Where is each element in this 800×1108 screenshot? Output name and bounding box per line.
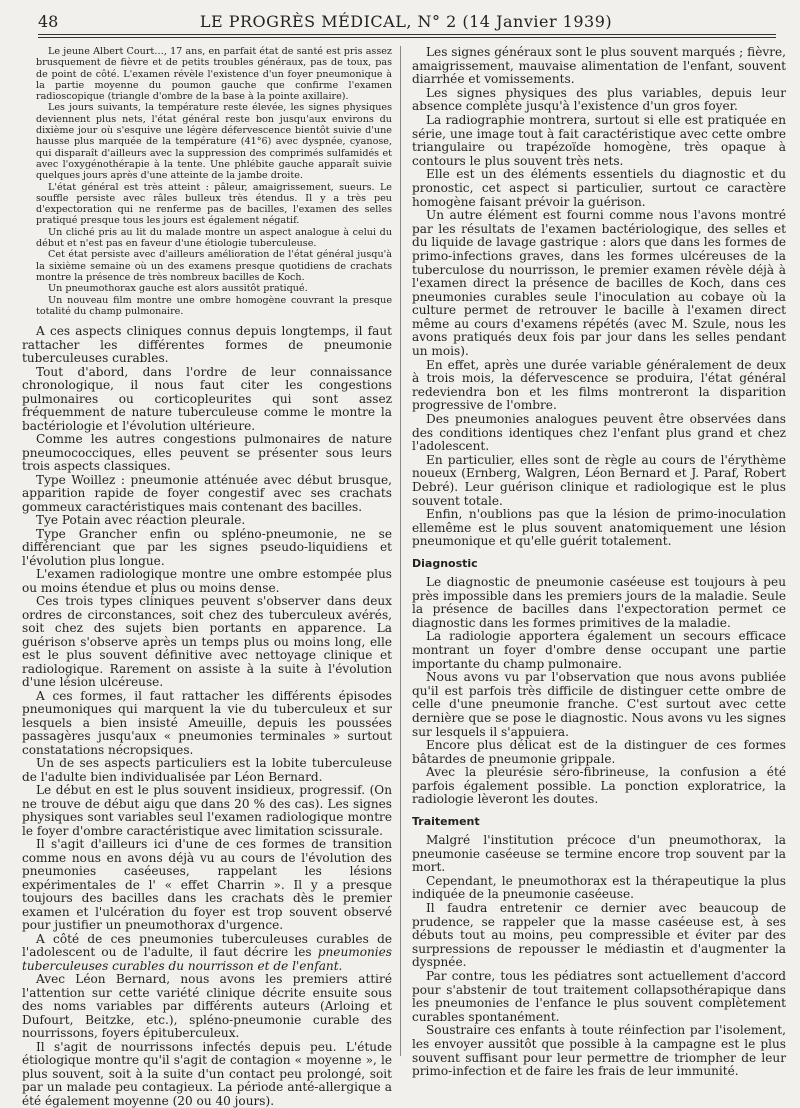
body-paragraph: En particulier, elles sont de règle au cours de l'érythème noueux (Ernberg, Walgren, Léon Bernard et J. Paraf, Robert Debré). Leur guérison clinique et radiologique est le plus souvent totale. [412,452,786,508]
section-heading-traitement: Traitement [412,815,480,829]
body-paragraph: Cependant, le pneumothorax est la thérapeutique la plus indiquée de la pneumonie caséeuse. [412,873,786,902]
body-paragraph: Elle est un des éléments essentiels du diagnostic et du pronostic, cet aspect si particulier, surtout ce caractère homogène faisant prévoir la guérison. [412,167,786,209]
body-paragraph: Soustraire ces enfants à toute réinfection par l'isolement, les envoyer aussitôt que possible à la campagne est le plus souvent suffisant pour leur permettre de triompher de leur primo-infection et de faire les frais de leur immunité. [412,1023,786,1079]
body-paragraph: Le début en est le plus souvent insidieux, progressif. (On ne trouve de début aigu que dans 20 % des cas). Les signes physiques sont variables seul l'examen radiologique montre le foyer d'ombre caractéristique avec limitation scissurale. [22,783,392,838]
body-paragraph: Un de ses aspects particuliers est la lobite tuberculeuse de l'adulte bien individualisée par Léon Bernard. [22,756,392,784]
body-paragraph: Les signes généraux sont le plus souvent marqués ; fièvre, amaigrissement, mauvaise alimentation de l'enfant, souvent diarrhée et vomissements. [412,45,786,87]
page-header [38,12,774,36]
body-text: A côté de ces pneumonies tuberculeuses curables de l'adolescent ou de l'adulte, il faut décrire les [22,931,392,960]
body-paragraph: Avec Léon Bernard, nous avons les premiers attiré l'attention sur cette variété clinique décrite ensuite sous des noms variables par différents auteurs (Arloing et Dufourt, Beitzke, etc.), spléno-pneumonie curable des nourrissons, foyers épituberculeux. [22,972,392,1041]
case-paragraph: Un nouveau film montre une ombre homogène couvrant la presque totalité du champ pulmonaire. [36,294,392,317]
right-body [412,46,786,1079]
body-paragraph: Par contre, tous les pédiatres sont actuellement d'accord pour s'abstenir de tout traitement collapsothérapique dans les pneumonies de l'enfance le plus souvent complètement curables spontanément. [412,969,786,1024]
body-paragraph: Type Grancher enfin ou spléno-pneumonie, ne se différenciant que par les signes pseudo-liquidiens et l'évolution plus longue. [22,526,392,568]
right-column [412,46,786,1096]
case-paragraph: Les jours suivants, la température reste élevée, les signes physiques deviennent plus nets, l'état général reste bon jusqu'aux environs du dixième jour où s'esquive une légère défervescence bientôt suivie d'une hausse plus marquée de la température (41°6) avec dyspnée, cyanose, qui disparaît d'ailleurs avec la suppression des comprimés sulfamidés et avec l'oxygénothérapie à la tente. Une phlébite gauche apparaît suivie quelques jours après d'une atteinte de la jambe droite. [36,102,392,182]
body-paragraph: La radiographie montrera, surtout si elle est pratiquée en série, une image tout à fait caractéristique avec cette ombre triangulaire ou trapézoïde homogène, très opaque à contours le plus souvent très nets. [412,112,786,168]
page-number: 48 [38,12,59,31]
body-paragraph: Encore plus délicat est de la distinguer de ces formes bâtardes de pneumonie grippale. [412,738,786,766]
body-paragraph: Tye Potain avec réaction pleurale. [36,513,246,528]
case-paragraph: Cet état persiste avec d'ailleurs amélioration de l'état général jusqu'à la sixième semaine où un des examens presque quotidiens de crachats montre la présence de très nombreux bacilles de Koch. [36,249,392,283]
header-rule [38,34,776,38]
body-paragraph: Les signes physiques des plus variables, depuis leur absence complète jusqu'à l'existence d'un gros foyer. [412,85,786,114]
body-paragraph: A ces aspects cliniques connus depuis longtemps, il faut rattacher les différentes formes de pneumonie tuberculeuses curables. [22,324,392,366]
body-paragraph: La radiologie apportera également un secours efficace montrant un foyer d'ombre dense occupant une partie importante du champ pulmonaire. [412,629,786,671]
running-title: LE PROGRÈS MÉDICAL, N° 2 (14 Janvier 1939) [199,12,613,31]
body-paragraph: Avec la pleurésie séro-fibrineuse, la confusion a été parfois également possible. La ponction exploratrice, la radiologie lèveront les doutes. [412,765,786,807]
body-paragraph: Il faudra entretenir ce dernier avec beaucoup de prudence, se rappeler que la masse caséeuse est, à ses débuts tout au moins, peu compressible et éviter par des surpressions de repousser le médiastin et d'augmenter la dyspnée. [412,901,786,970]
body-paragraph: Ces trois types cliniques peuvent s'observer dans deux ordres de circonstances, soit chez des tuberculeux avérés, soit chez des sujets bien portants en apparence. La guérison s'observe après un temps plus ou moins long, elle est le plus souvent définitive avec nettoyage clinique et radiologique. Rarement on assiste à la suite à l'évolution d'une lésion ulcéreuse. [22,594,392,690]
body-paragraph: Un autre élément est fourni comme nous l'avons montré par les résultats de l'examen bactériologique, des selles et du liquide de lavage gastrique : alors que dans les formes de primo-infections graves, dans les formes ulcéreuses de la tuberculose du nourrisson, le premier examen révèle déjà à l'examen direct la présence de bacilles de Koch, dans ces pneumonies curables seule l'inoculation au cobaye où la culture permet de retrouver le bacille à l'examen direct même au cours d'examens répétés (avec M. Szule, nous les avons pratiqués deux fois par jour dans les selles pendant un mois). [412,208,786,359]
italic-term: pneumonies tuberculeuses curables du nourrisson et de l'enfant. [22,945,392,973]
body-paragraph: Il s'agit de nourrissons infectés depuis peu. L'étude étiologique montre qu'il s'agit de contagion « moyenne », le plus souvent, soit à la suite d'un contact peu prolongé, soit par un malade peu contagieux. La période anté-allergique a été également moyenne (20 ou 40 jours). [22,1039,392,1108]
body-paragraph: Le diagnostic de pneumonie caséeuse est toujours à peu près impossible dans les premiers jours de la maladie. Seule la présence de bacilles dans l'expectoration permet ce diagnostic dans les formes primitives de la maladie. [412,574,786,630]
body-paragraph: Type Woillez : pneumonie atténuée avec début brusque, apparition rapide de foyer congestif avec ses crachats gommeux caractéristiques mais contenant des bacilles. [22,472,392,514]
body-paragraph: A ces formes, il faut rattacher les différents épisodes pneumoniques qui marquent la vie du tuberculeux et sur lesquels a bien insisté Ameuille, depuis les poussées passagères jusqu'aux « pneumonies terminales » surtout constatations nécropsiques. [22,688,392,757]
body-paragraph: Tout d'abord, dans l'ordre de leur connaissance chronologique, il nous faut citer les congestions pulmonaires ou corticopleurites qui sont assez fréquemment de nature tuberculeuse comme le montre la bactériologie et l'évolution ultérieure. [22,364,392,433]
body-paragraph [22,933,392,974]
left-column [22,46,392,1108]
body-paragraph: Nous avons vu par l'observation que nous avons publiée qu'il est parfois très difficile de distinguer cette ombre de celle d'une pneumonie franche. C'est surtout avec cette dernière que se pose le diagnostic. Nous avons vu les signes sur lesquels il s'appuiera. [412,670,786,739]
body-paragraph: Comme les autres congestions pulmonaires de nature pneumococciques, elles peuvent se présenter sous leurs trois aspects classiques. [22,432,392,474]
case-paragraph: Le jeune Albert Court…, 17 ans, en parfait état de santé est pris assez brusquement de fièvre et de petits troubles généraux, pas de toux, pas de point de côté. L'examen révèle l'existence d'un foyer pneumonique à la partie moyenne du poumon gauche que confirme l'examen radioscopique (triangle d'ombre de la base à la pointe axillaire). [36,46,392,103]
case-report [36,46,392,317]
body-paragraph: L'examen radiologique montre une ombre estompée plus ou moins étendue et plus ou moins dense. [22,567,392,595]
column-divider [400,46,401,1056]
body-paragraph: Malgré l'institution précoce d'un pneumothorax, la pneumonie caséeuse se termine encore trop souvent par la mort. [412,833,786,875]
section-heading-diagnostic: Diagnostic [412,556,478,570]
body-paragraph: En effet, après une durée variable généralement de deux à trois mois, la défervescence se produira, l'état général redeviendra bon et les films montreront la disparition progressive de l'ombre. [412,357,786,413]
body-paragraph: Il s'agit d'ailleurs ici d'une de ces formes de transition comme nous en avons déjà vu au cours de l'évolution des pneumonies caséeuses, rappelant les lésions expérimentales de l' « effet Charrin ». Il y a presque toujours des bacilles dans les crachats dès le premier examen et l'ulcération du foyer est trop souvent observé pour justifier un pneumothorax d'urgence. [22,837,392,933]
case-paragraph: Un pneumothorax gauche est alors aussitôt pratiqué. [48,283,308,295]
case-paragraph: L'état général est très atteint : pâleur, amaigrissement, sueurs. Le souffle persiste avec râles bulleux très étendus. Il y a très peu d'expectoration qui ne renferme pas de bacilles, l'examen des selles pratiqué presque tous les jours est également négatif. [36,181,392,227]
left-body [22,325,392,1108]
body-paragraph: Des pneumonies analogues peuvent être observées dans des conditions identiques chez l'enfant plus grand et chez l'adolescent. [412,412,786,454]
body-paragraph: Enfin, n'oublions pas que la lésion de primo-inoculation ellemême est le plus souvent anatomiquement une lésion pneumonique et qu'elle guérit totalement. [412,507,786,549]
case-paragraph: Un cliché pris au lit du malade montre un aspect analogue à celui du début et n'est pas en faveur d'une étiologie tuberculeuse. [36,226,392,250]
